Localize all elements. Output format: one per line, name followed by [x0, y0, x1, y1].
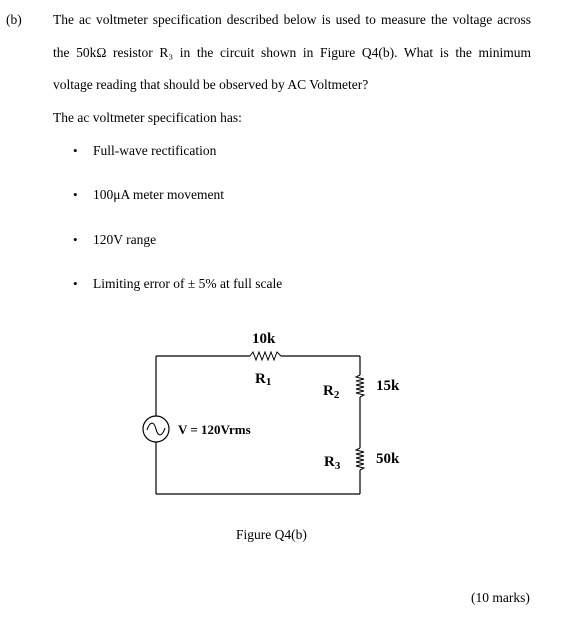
bullet-dot: • [73, 276, 78, 291]
spec-item-meter-movement: 100μA meter movement [93, 187, 224, 202]
r3-value-label: 50k [376, 451, 400, 467]
question-text-line-1: The ac voltmeter specification described below is used to measure the voltage across [53, 12, 531, 27]
spec-item-range: 120V range [93, 232, 157, 247]
bullet-dot: • [73, 187, 78, 202]
resistor-r2-symbol [356, 375, 364, 397]
r2-name-label: $R_2$ [323, 383, 340, 401]
bullet-dot: • [73, 232, 78, 247]
spec-item-rectification: Full-wave rectification [93, 143, 217, 158]
r1-value-label: 10k [252, 331, 276, 347]
figure-caption: Figure Q4(b) [236, 527, 307, 542]
circuit-wires [156, 356, 360, 494]
question-text-line-2: the 50kΩ resistor R₃ in the circuit shown in Figure Q4(b). What is the minimum [53, 45, 531, 60]
spec-item-limiting-error: Limiting error of ± 5% at full scale [93, 276, 283, 291]
marks-label: (10 marks) [471, 590, 530, 605]
spec-intro: The ac voltmeter specification has: [53, 110, 242, 125]
question-part-label: (b) [6, 12, 22, 27]
resistor-r1-symbol [250, 352, 281, 360]
ac-source-symbol [143, 416, 169, 442]
source-voltage-label: V = 120Vrms [178, 422, 251, 437]
r1-name-label: R1 [255, 371, 272, 388]
r2-value-label: 15k [376, 378, 400, 394]
r3-name-label: $R_3$ [324, 454, 341, 472]
bullet-dot: • [73, 143, 78, 158]
question-text-line-3: voltage reading that should be observed by AC Voltmeter? [53, 77, 369, 92]
resistor-r3-symbol [356, 448, 364, 470]
